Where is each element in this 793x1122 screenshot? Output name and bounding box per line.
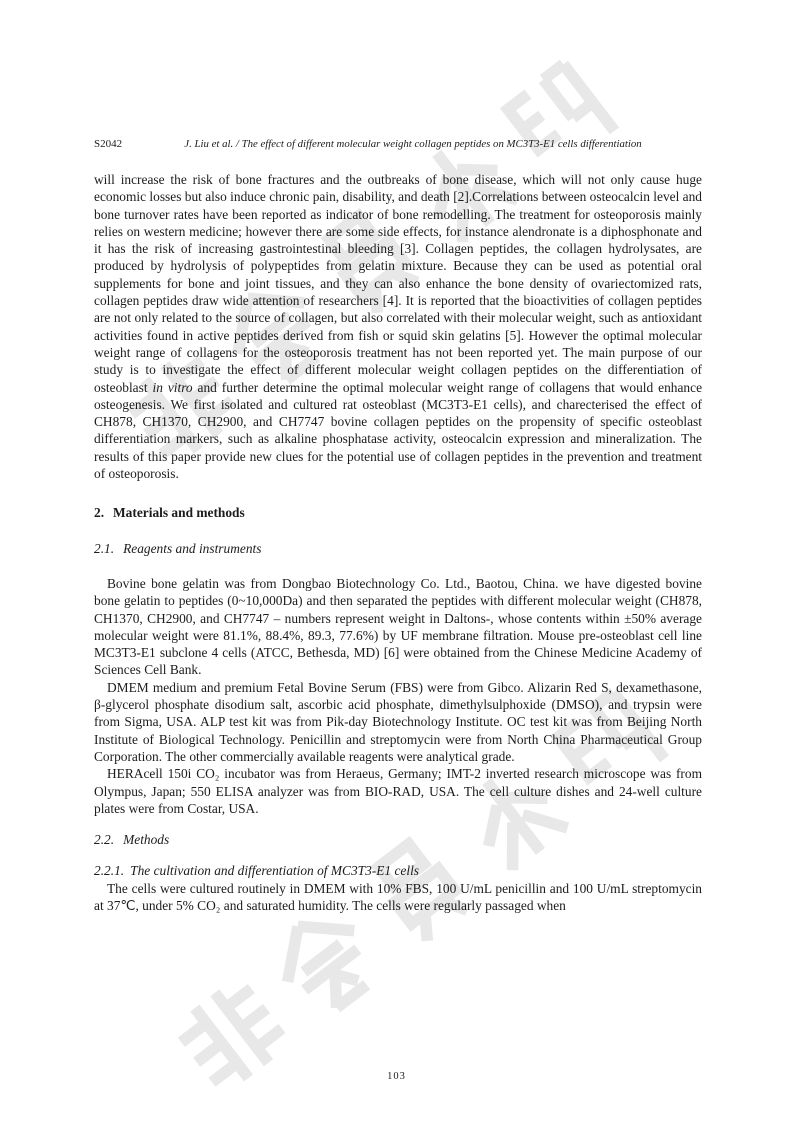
subsection-heading-methods: [94, 831, 702, 848]
paragraph-reagents-1: Bovine bone gelatin was from Dongbao Biotechnology Co. Ltd., Baotou, China. we have digested bovine bone gelatin to peptides (0~10,000Da) and then separated the peptides with different molecular weight (CH878, CH1370, CH2900, and CH7747 – numbers represent weight in Daltons-, whose contents within ±50% average molecular weight were 81.1%, 88.4%, 89.3, 77.6%) by UF membrane filtration. Mouse pre-osteoblast cell line MC3T3-E1 subclone 4 cells (ATCC, Bethesda, MD) [6] were obtained from the Chinese Medicine Academy of Sciences Cell Bank.: [94, 575, 702, 678]
subsection-title: Reagents and instruments: [123, 540, 262, 556]
subsubsection-number: 2.2.1.: [94, 863, 125, 879]
page-number: 103: [387, 1071, 406, 1082]
subsubsection-title: The cultivation and differentiation of MC3T3-E1 cells: [130, 863, 420, 879]
paragraph-intro-part1: will increase the risk of bone fractures and the outbreaks of bone disease, which will not only cause huge economic losses but also induce chronic pain, disability, and death [2].Correlations between osteocalcin level and bone turnover rates have been reported as indicator of bone remodelling. The treatment for osteoporosis mainly relies on western medicine; however there are some side effects, for instance alendronate is a diphosphonate and it has the risk of increasing gastrointestinal bleeding [3]. Collagen peptides, the collagen hydrolysates, are produced by hydrolysis of polypeptides from gelatin mixture. Because they can be used as potential oral supplements for bone and joint tissues, and they can also enhance the bone density of ovariectomized rats, collagen peptides draw wide attention of researchers [4]. It is reported that the bioactivities of collagen peptides are not only related to the source of collagen, but also correlated with their molecular weight, such as antioxidant activities found in active peptides derived from fish or squid skin gelatins [5]. However the optimal molecular weight range of collagens for the osteoporosis treatment has not been reported yet. The main purpose of our study is to investigate the effect of different molecular weight collagen peptides on the differentiation of osteoblast: [94, 172, 702, 395]
section-title: Materials and methods: [113, 505, 245, 521]
body-column: [94, 171, 702, 914]
paragraph-intro: [94, 171, 702, 482]
running-title: J. Liu et al. / The effect of different molecular weight collagen peptides on MC3T3-E1 cells differentiation: [184, 138, 642, 150]
paragraph-intro-part2: and further determine the optimal molecular weight range of collagens that would enhance osteogenesis. We first isolated and cultured rat osteoblast (MC3T3-E1 cells), and charecterised the effect of CH878, CH1370, CH2900, and CH7747 bovine collagen peptides on the propensity of specific osteoblast differentiation markers, such as alkaline phosphatase activity, osteocalcin expression and mineralization. The results of this paper provide new clues for the potential use of collagen peptides in the prevention and treatment of osteoporosis.: [94, 379, 703, 482]
subsection-number: 2.1.: [94, 540, 115, 556]
section-number: 2.: [94, 505, 105, 521]
subsection-number: 2.2.: [94, 832, 115, 848]
subsection-heading-reagents: [94, 540, 702, 557]
paragraph-reagents-2: DMEM medium and premium Fetal Bovine Serum (FBS) were from Gibco. Alizarin Red S, dexamethasone, β-glycerol phosphate disodium salt, ascorbic acid phosphate, dimethylsulphoxide (DMSO), and trypsin were from Sigma, USA. ALP test kit was from Pik-day Biotechnology Institute. OC test kit was from Beijing North Institute of Biological Technology. Penicillin and streptomycin were from North China Pharmaceutical Group Corporation. The other commercially available reagents were analytical grade.: [94, 679, 702, 764]
paragraph-methods-1: The cells were cultured routinely in DMEM with 10% FBS, 100 U/mL penicillin and 100 U/mL streptomycin at 37℃, under 5% CO₂ and saturated humidity. The cells were regularly passaged when: [94, 880, 702, 913]
paragraph-intro-italic: in vitro: [152, 379, 193, 395]
running-header: [94, 137, 702, 151]
header-page-id: S2042: [94, 138, 123, 150]
subsection-title: Methods: [123, 832, 170, 848]
paragraph-reagents-3: HERAcell 150i CO₂ incubator was from Heraeus, Germany; IMT-2 inverted research microscope was from Olympus, Japan; 550 ELISA analyzer was from BIO-RAD, USA. The cell culture dishes and 24-well culture plates were from Costar, USA.: [94, 766, 702, 816]
subsubsection-heading-cultivation: [94, 862, 702, 879]
section-heading-materials-and-methods: [94, 504, 702, 521]
